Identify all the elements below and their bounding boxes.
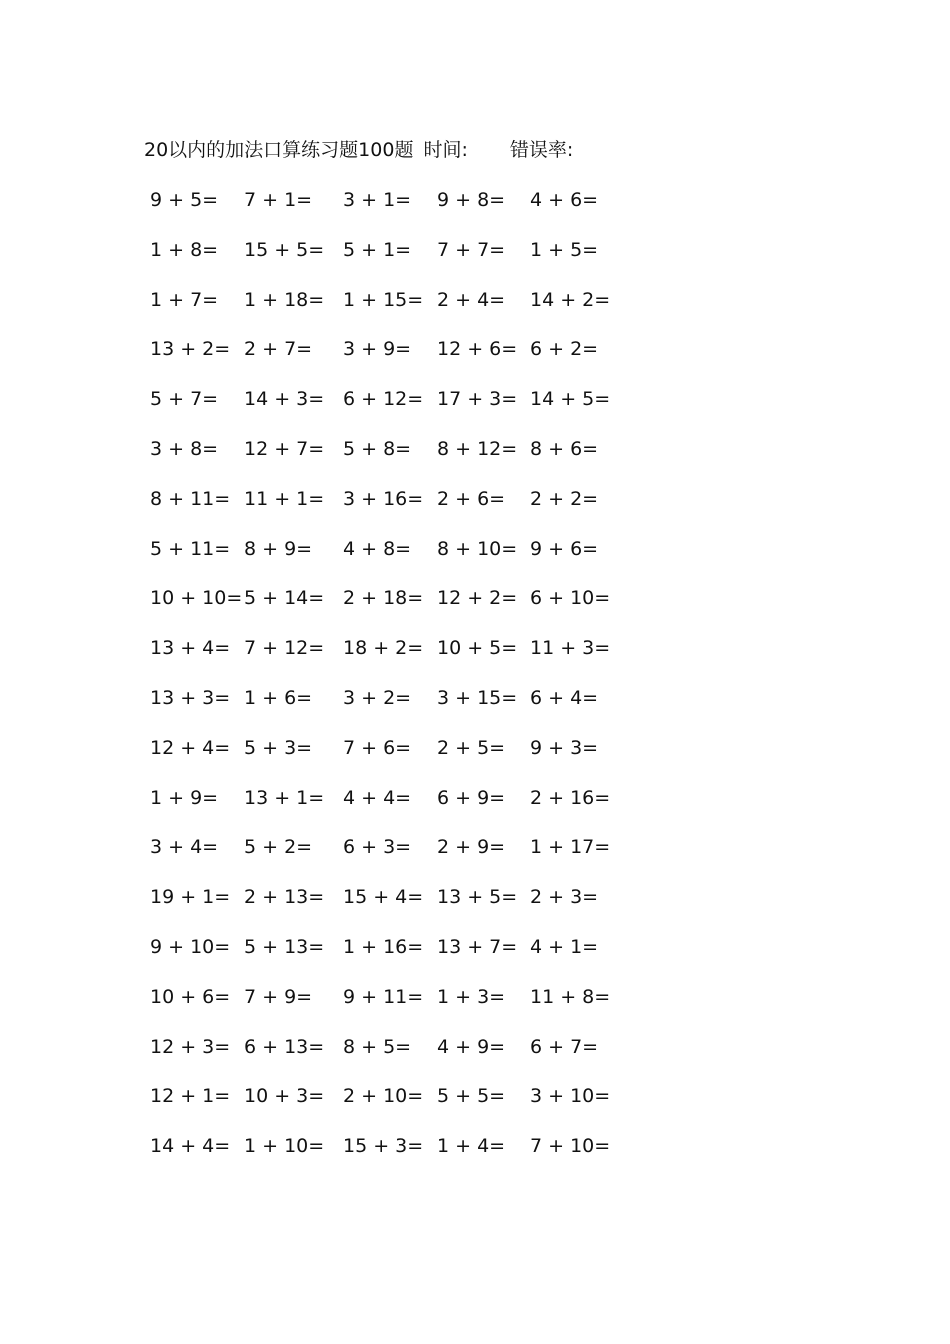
addition-problem: 2 + 7= xyxy=(244,338,313,361)
addition-problem: 5 + 5= xyxy=(437,1085,506,1108)
addition-problem: 7 + 6= xyxy=(343,736,412,759)
addition-problem: 4 + 8= xyxy=(343,537,412,560)
addition-problem: 7 + 7= xyxy=(437,238,506,261)
addition-problem: 10 + 3= xyxy=(244,1085,325,1108)
addition-problem: 4 + 4= xyxy=(343,786,412,809)
addition-problem: 5 + 13= xyxy=(244,936,325,958)
addition-problem: 8 + 11= xyxy=(150,487,231,510)
addition-problem: 3 + 8= xyxy=(150,438,219,460)
addition-problem: 13 + 7= xyxy=(437,936,518,958)
worksheet-header xyxy=(144,137,573,163)
addition-problem: 6 + 7= xyxy=(530,1035,599,1058)
worksheet-title: 20以内的加法口算练习题100题 xyxy=(144,139,414,161)
addition-problem: 4 + 6= xyxy=(530,189,599,211)
addition-problem: 8 + 12= xyxy=(437,438,518,460)
addition-problem: 8 + 5= xyxy=(343,1035,412,1058)
addition-problem: 14 + 3= xyxy=(244,388,325,411)
addition-problem: 1 + 16= xyxy=(343,936,424,958)
addition-problem: 13 + 3= xyxy=(150,687,231,709)
addition-problem: 8 + 9= xyxy=(244,537,313,560)
addition-problem: 2 + 13= xyxy=(244,886,325,909)
addition-problem: 13 + 5= xyxy=(437,886,518,909)
addition-problem: 2 + 6= xyxy=(437,487,506,510)
addition-problem: 14 + 2= xyxy=(530,288,611,311)
addition-problem: 1 + 7= xyxy=(150,288,219,311)
addition-problem: 3 + 1= xyxy=(343,189,412,211)
addition-problem: 1 + 3= xyxy=(437,985,506,1008)
addition-problem: 11 + 1= xyxy=(244,487,325,510)
addition-problem: 5 + 2= xyxy=(244,836,313,859)
addition-problem: 7 + 9= xyxy=(244,985,313,1008)
addition-problem: 12 + 3= xyxy=(150,1035,231,1058)
addition-problem: 1 + 6= xyxy=(244,687,313,709)
addition-problem: 12 + 2= xyxy=(437,587,518,610)
addition-problem: 2 + 10= xyxy=(343,1085,424,1108)
addition-problem: 7 + 12= xyxy=(244,637,325,660)
addition-problem: 4 + 1= xyxy=(530,936,599,958)
addition-problem: 15 + 4= xyxy=(343,886,424,909)
addition-problem: 15 + 5= xyxy=(244,238,325,261)
addition-problem: 6 + 3= xyxy=(343,836,412,859)
addition-problem: 10 + 10= xyxy=(150,587,243,610)
addition-problem: 14 + 5= xyxy=(530,388,611,411)
addition-problem: 5 + 11= xyxy=(150,537,231,560)
addition-problem: 2 + 3= xyxy=(530,886,599,909)
addition-problem: 5 + 3= xyxy=(244,736,313,759)
addition-problem: 2 + 5= xyxy=(437,736,506,759)
addition-problem: 9 + 11= xyxy=(343,985,424,1008)
addition-problem: 9 + 5= xyxy=(150,189,219,211)
addition-problem: 13 + 4= xyxy=(150,637,231,660)
addition-problem: 1 + 15= xyxy=(343,288,424,311)
addition-problem: 11 + 8= xyxy=(530,985,611,1008)
addition-problem: 5 + 7= xyxy=(150,388,219,411)
addition-problem: 1 + 10= xyxy=(244,1135,325,1158)
addition-problem: 3 + 10= xyxy=(530,1085,611,1108)
addition-problem: 2 + 4= xyxy=(437,288,506,311)
addition-problem: 6 + 4= xyxy=(530,687,599,709)
addition-problem: 6 + 13= xyxy=(244,1035,325,1058)
addition-problem: 7 + 1= xyxy=(244,189,313,211)
addition-problem: 9 + 8= xyxy=(437,189,506,211)
addition-problem: 1 + 5= xyxy=(530,238,599,261)
addition-problem: 8 + 6= xyxy=(530,438,599,460)
addition-problem: 11 + 3= xyxy=(530,637,611,660)
addition-problem: 10 + 5= xyxy=(437,637,518,660)
addition-problem: 10 + 6= xyxy=(150,985,231,1008)
addition-problem: 13 + 2= xyxy=(150,338,231,361)
addition-problem: 3 + 16= xyxy=(343,487,424,510)
addition-problem: 9 + 6= xyxy=(530,537,599,560)
addition-problem: 7 + 10= xyxy=(530,1135,611,1158)
time-label: 时间: xyxy=(423,139,468,161)
addition-problem: 19 + 1= xyxy=(150,886,231,909)
addition-problem: 3 + 4= xyxy=(150,836,219,859)
addition-problem: 9 + 10= xyxy=(150,936,231,958)
addition-problem: 1 + 18= xyxy=(244,288,325,311)
error-rate-label: 错误率: xyxy=(509,139,574,161)
addition-problem: 5 + 14= xyxy=(244,587,325,610)
addition-problem: 5 + 8= xyxy=(343,438,412,460)
addition-problem: 6 + 9= xyxy=(437,786,506,809)
addition-problem: 12 + 4= xyxy=(150,736,231,759)
addition-problem: 3 + 2= xyxy=(343,687,412,709)
addition-problem: 3 + 9= xyxy=(343,338,412,361)
addition-problem: 3 + 15= xyxy=(437,687,518,709)
addition-problem: 12 + 7= xyxy=(244,438,325,460)
addition-problem: 12 + 6= xyxy=(437,338,518,361)
addition-problem: 12 + 1= xyxy=(150,1085,231,1108)
addition-problem: 14 + 4= xyxy=(150,1135,231,1158)
addition-problem: 2 + 2= xyxy=(530,487,599,510)
addition-problem: 6 + 2= xyxy=(530,338,599,361)
addition-problem: 1 + 4= xyxy=(437,1135,506,1158)
addition-problem: 17 + 3= xyxy=(437,388,518,411)
addition-problem: 5 + 1= xyxy=(343,238,412,261)
addition-problem: 1 + 9= xyxy=(150,786,219,809)
addition-problem: 2 + 9= xyxy=(437,836,506,859)
addition-problem: 15 + 3= xyxy=(343,1135,424,1158)
addition-problem: 1 + 17= xyxy=(530,836,611,859)
addition-problem: 18 + 2= xyxy=(343,637,424,660)
addition-problem: 2 + 18= xyxy=(343,587,424,610)
addition-problem: 8 + 10= xyxy=(437,537,518,560)
addition-problem: 1 + 8= xyxy=(150,238,219,261)
addition-problem: 2 + 16= xyxy=(530,786,611,809)
addition-problem: 13 + 1= xyxy=(244,786,325,809)
addition-problem: 6 + 10= xyxy=(530,587,611,610)
addition-problem: 9 + 3= xyxy=(530,736,599,759)
addition-problem: 4 + 9= xyxy=(437,1035,506,1058)
addition-problem: 6 + 12= xyxy=(343,388,424,411)
